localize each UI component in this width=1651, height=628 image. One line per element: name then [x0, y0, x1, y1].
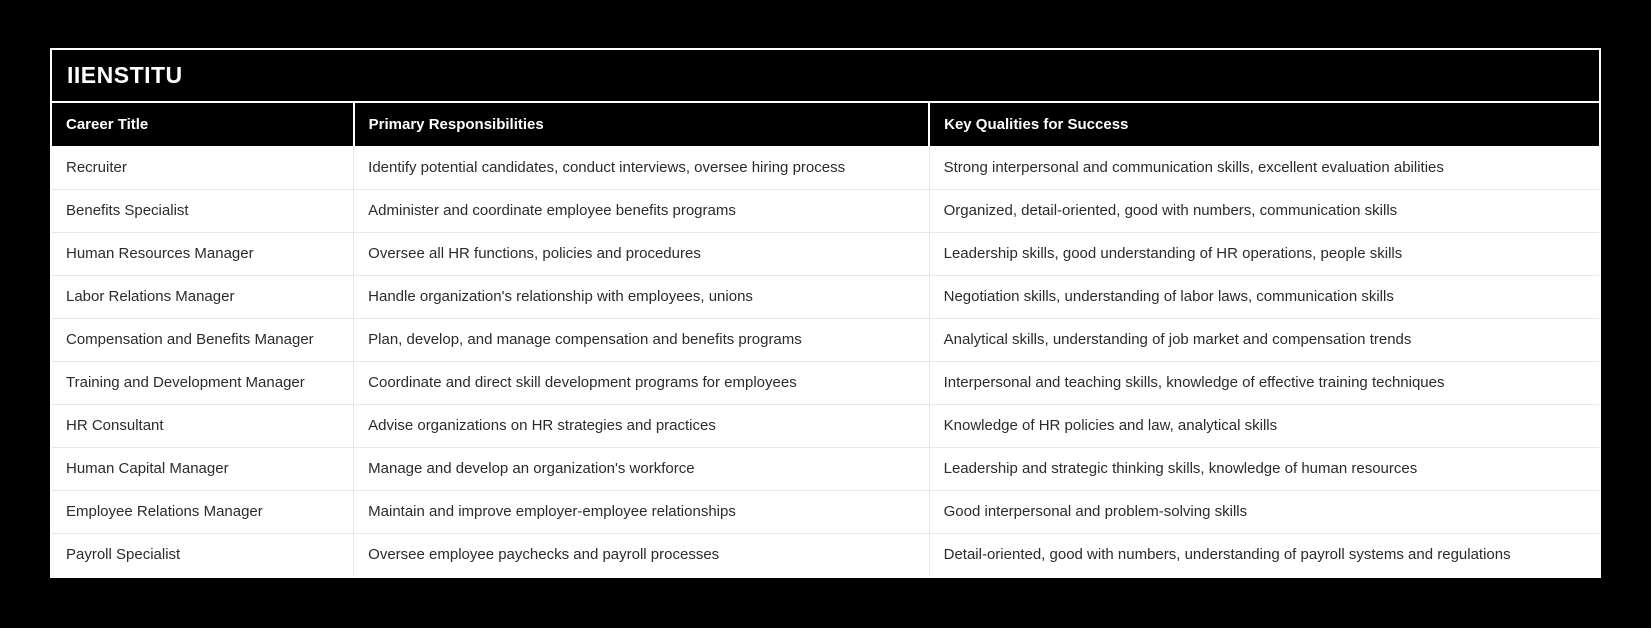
table-row: [52, 189, 1599, 232]
qualities-cell: Negotiation skills, understanding of labor laws, communication skills: [929, 275, 1599, 318]
careers-table-card: [50, 48, 1601, 578]
career-title-cell: Training and Development Manager: [52, 361, 354, 404]
responsibilities-cell: Plan, develop, and manage compensation and benefits programs: [354, 318, 929, 361]
responsibilities-cell: Manage and develop an organization's workforce: [354, 447, 929, 490]
career-title-cell: Human Resources Manager: [52, 232, 354, 275]
responsibilities-cell: Handle organization's relationship with employees, unions: [354, 275, 929, 318]
career-title-cell: Employee Relations Manager: [52, 490, 354, 533]
table-row: [52, 361, 1599, 404]
qualities-cell: Analytical skills, understanding of job market and compensation trends: [929, 318, 1599, 361]
careers-table: [52, 103, 1599, 576]
career-title-cell: HR Consultant: [52, 404, 354, 447]
qualities-cell: Leadership and strategic thinking skills, knowledge of human resources: [929, 447, 1599, 490]
brand-title-bar: [52, 50, 1599, 103]
column-header-key-qualities: Key Qualities for Success: [929, 103, 1599, 146]
table-row: [52, 146, 1599, 189]
qualities-cell: Good interpersonal and problem-solving skills: [929, 490, 1599, 533]
career-title-cell: Human Capital Manager: [52, 447, 354, 490]
header-row: [52, 103, 1599, 146]
table-row: [52, 318, 1599, 361]
responsibilities-cell: Advise organizations on HR strategies and practices: [354, 404, 929, 447]
qualities-cell: Strong interpersonal and communication skills, excellent evaluation abilities: [929, 146, 1599, 189]
qualities-cell: Knowledge of HR policies and law, analytical skills: [929, 404, 1599, 447]
qualities-cell: Interpersonal and teaching skills, knowledge of effective training techniques: [929, 361, 1599, 404]
table-row: [52, 447, 1599, 490]
responsibilities-cell: Administer and coordinate employee benefits programs: [354, 189, 929, 232]
career-title-cell: Recruiter: [52, 146, 354, 189]
responsibilities-cell: Identify potential candidates, conduct interviews, oversee hiring process: [354, 146, 929, 189]
qualities-cell: Organized, detail-oriented, good with numbers, communication skills: [929, 189, 1599, 232]
table-row: [52, 533, 1599, 576]
table-row: [52, 490, 1599, 533]
career-title-cell: Compensation and Benefits Manager: [52, 318, 354, 361]
table-row: [52, 404, 1599, 447]
table-row: [52, 232, 1599, 275]
responsibilities-cell: Coordinate and direct skill development programs for employees: [354, 361, 929, 404]
career-title-cell: Labor Relations Manager: [52, 275, 354, 318]
responsibilities-cell: Maintain and improve employer-employee relationships: [354, 490, 929, 533]
qualities-cell: Detail-oriented, good with numbers, understanding of payroll systems and regulations: [929, 533, 1599, 576]
column-header-primary-responsibilities: Primary Responsibilities: [354, 103, 929, 146]
career-title-cell: Payroll Specialist: [52, 533, 354, 576]
brand-title: IIENSTITU: [67, 62, 183, 88]
qualities-cell: Leadership skills, good understanding of HR operations, people skills: [929, 232, 1599, 275]
table-row: [52, 275, 1599, 318]
column-header-career-title: Career Title: [52, 103, 354, 146]
responsibilities-cell: Oversee employee paychecks and payroll processes: [354, 533, 929, 576]
responsibilities-cell: Oversee all HR functions, policies and procedures: [354, 232, 929, 275]
career-title-cell: Benefits Specialist: [52, 189, 354, 232]
